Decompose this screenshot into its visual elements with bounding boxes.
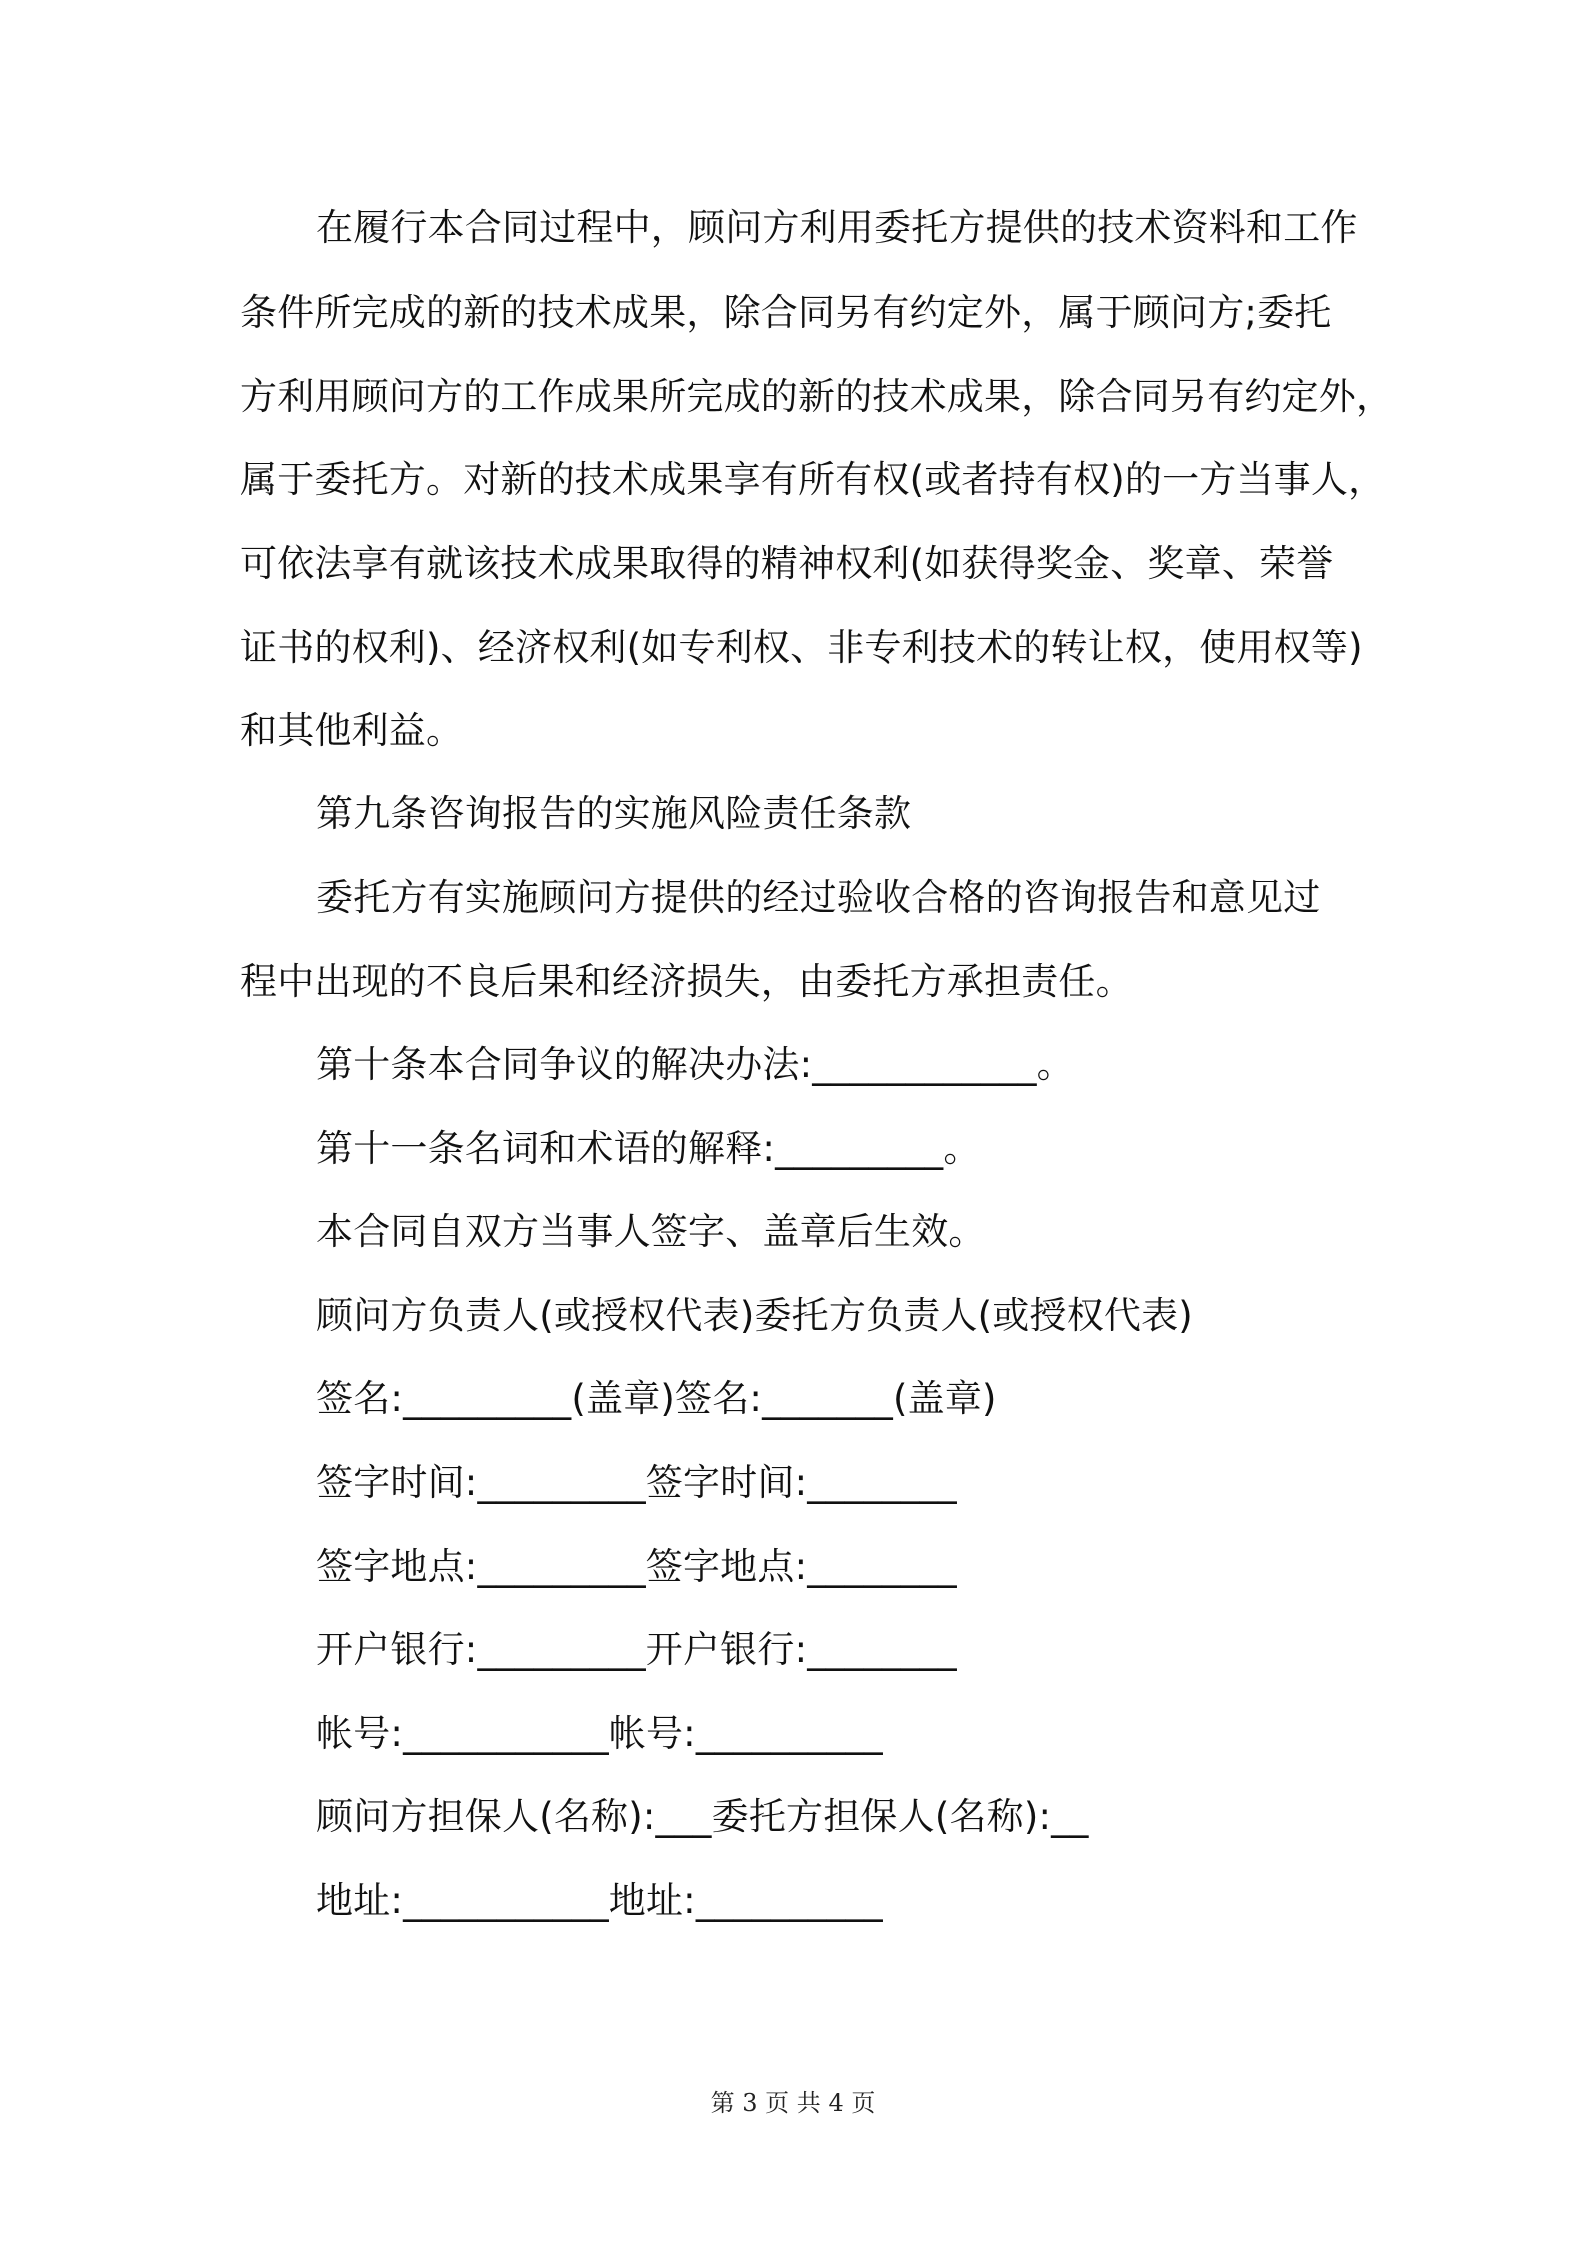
- paragraph-1-line-2: 条件所完成的新的技术成果，除合同另有约定外，属于顾问方;委托: [240, 291, 1332, 334]
- paragraph-1-line-5: 可依法享有就该技术成果取得的精神权利(如获得奖金、奖章、荣誉: [240, 542, 1334, 585]
- sign-time-line: 签字时间:_________签字时间:________: [316, 1461, 957, 1504]
- account-line: 帐号:___________帐号:__________: [316, 1712, 883, 1755]
- signatory-heading: 顾问方负责人(或授权代表)委托方负责人(或授权代表): [316, 1294, 1193, 1337]
- page-number-footer: 第 3 页 共 4 页: [710, 2089, 876, 2117]
- paragraph-1-line-3: 方利用顾问方的工作成果所完成的新的技术成果，除合同另有约定外，: [240, 375, 1394, 418]
- paragraph-1-line-7: 和其他利益。: [240, 709, 464, 752]
- paragraph-1-line-4: 属于委托方。对新的技术成果享有所有权(或者持有权)的一方当事人，: [240, 458, 1386, 501]
- bank-line: 开户银行:_________开户银行:________: [316, 1628, 957, 1671]
- paragraph-1-line-1: 在履行本合同过程中，顾问方利用委托方提供的技术资料和工作: [316, 206, 1358, 249]
- signature-line: 签名:_________(盖章)签名:_______(盖章): [316, 1377, 997, 1420]
- article-11: 第十一条名词和术语的解释:_________。: [316, 1127, 981, 1170]
- sign-place-line: 签字地点:_________签字地点:________: [316, 1545, 957, 1588]
- address-line: 地址:___________地址:__________: [316, 1879, 883, 1922]
- article-9-body-line-2: 程中出现的不良后果和经济损失，由委托方承担责任。: [240, 960, 1133, 1003]
- article-9-body-line-1: 委托方有实施顾问方提供的经过验收合格的咨询报告和意见过: [316, 876, 1321, 919]
- guarantor-line: 顾问方担保人(名称):___委托方担保人(名称):__: [316, 1795, 1089, 1838]
- effect-clause: 本合同自双方当事人签字、盖章后生效。: [316, 1210, 986, 1253]
- article-10: 第十条本合同争议的解决办法:____________。: [316, 1043, 1074, 1086]
- paragraph-1-line-6: 证书的权利)、经济权利(如专利权、非专利技术的转让权，使用权等): [240, 626, 1363, 669]
- article-9-title: 第九条咨询报告的实施风险责任条款: [316, 792, 912, 835]
